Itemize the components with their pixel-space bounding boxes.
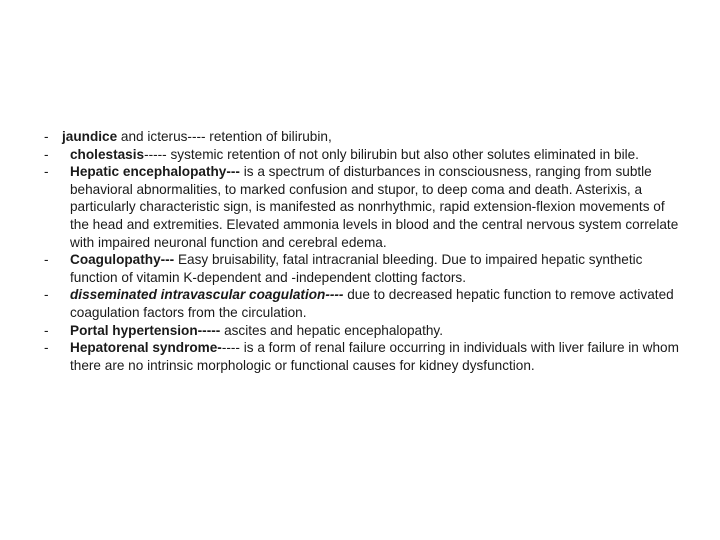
bullet-dash: -	[44, 340, 49, 356]
bullet-dash: -	[44, 252, 49, 268]
bullet-dash: -	[44, 322, 49, 338]
list-item-hepatorenal-syndrome	[40, 339, 680, 374]
description-hepatic-encephalopathy: is a spectrum of disturbances in consciousness, ranging from subtle behavioral abnormalities, to marked confusion and stupor, to deep coma and death. Asterixis, a particularly characteristic sign, is manifested as nonrhythmic, rapid extension-flexion movements of the head and extremities. Elevated ammonia levels in blood and the central nervous system correlate with impaired neuronal function and cerebral edema.	[70, 164, 679, 250]
term-hepatorenal-syndrome: Hepatorenal syndrome-	[70, 340, 222, 356]
list-item-dic	[40, 286, 680, 321]
list-item-cholestasis	[40, 146, 680, 164]
term-cholestasis: cholestasis	[70, 146, 145, 162]
description-portal-hypertension: ascites and hepatic encephalopathy.	[220, 322, 443, 338]
term-dic: disseminated intravascular coagulation----	[70, 287, 344, 303]
bullet-dash: -	[44, 129, 49, 144]
term-coagulopathy: Coagulopathy---	[70, 252, 175, 268]
bullet-dash: -	[44, 146, 49, 162]
bullet-dash: -	[44, 287, 49, 303]
list-item-hepatic-encephalopathy	[40, 163, 680, 251]
term-hepatic-encephalopathy: Hepatic encephalopathy---	[70, 164, 240, 180]
description-hepatorenal-syndrome: ---- is a form of renal failure occurring in individuals with liver failure in whom there are no intrinsic morphologic or functional causes for kidney dysfunction.	[70, 340, 679, 373]
description-coagulopathy: Easy bruisability, fatal intracranial bleeding. Due to impaired hepatic synthetic function of vitamin K-dependent and -independent clotting factors.	[70, 252, 643, 285]
term-jaundice: jaundice	[62, 129, 118, 144]
description-cholestasis: ----- systemic retention of not only bilirubin but also other solutes eliminated in bile.	[144, 146, 639, 162]
description-jaundice: and icterus---- retention of bilirubin,	[117, 129, 332, 144]
list-item-jaundice	[40, 128, 680, 146]
bullet-list	[40, 128, 680, 374]
description-dic: due to decreased hepatic function to remove activated coagulation factors from the circulation.	[70, 287, 674, 320]
bullet-dash: -	[44, 164, 49, 180]
list-item-portal-hypertension	[40, 322, 680, 340]
list-item-coagulopathy	[40, 251, 680, 286]
term-portal-hypertension: Portal hypertension-----	[70, 322, 221, 338]
